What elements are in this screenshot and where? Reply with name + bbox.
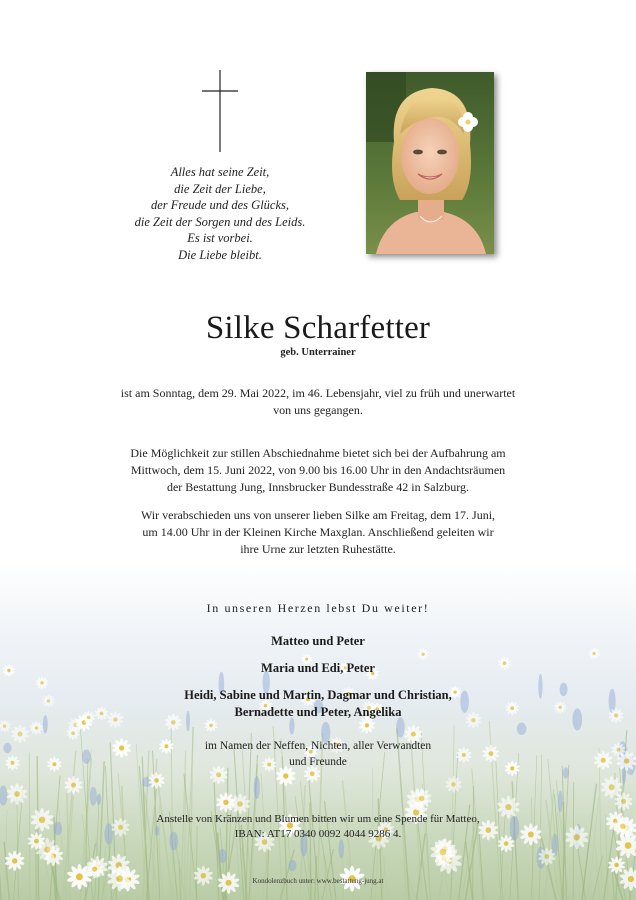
memorial-quote	[110, 164, 330, 263]
quote-line: Es ist vorbei.	[187, 231, 253, 245]
daisy-flower	[417, 648, 429, 660]
donation-line: Anstelle von Kränzen und Blumen bitten wir um eine Spende für Matteo,	[156, 813, 480, 825]
blue-wildflower	[254, 776, 260, 799]
relatives-line: und Freunde	[289, 756, 347, 768]
farewell-info	[100, 507, 536, 558]
daisy-flower	[0, 720, 11, 733]
grass-blade	[595, 847, 599, 900]
relatives-note	[0, 738, 636, 770]
farewell-line: ihre Urne zur letzten Ruhestätte.	[240, 542, 396, 556]
announcement-line: von uns gegangen.	[273, 403, 363, 417]
viewing-line: Die Möglichkeit zur stillen Abschiednahme bietet sich bei der Aufbahrung am	[130, 446, 506, 460]
portrait-illustration	[366, 72, 494, 254]
farewell-line: Wir verabschieden uns von unserer lieben Silke am Freitag, dem 17. Juni,	[140, 508, 496, 522]
blue-wildflower	[90, 787, 97, 806]
family-line: Heidi, Sabine und Martin, Dagmar und Christian,	[184, 688, 452, 702]
grass-blade	[242, 847, 243, 900]
quote-line: die Zeit der Liebe,	[174, 181, 266, 196]
viewing-info	[100, 445, 536, 496]
blue-wildflower	[288, 860, 296, 871]
blue-wildflower	[0, 785, 8, 805]
portrait-photo	[366, 72, 494, 254]
viewing-line: der Bestattung Jung, Innsbrucker Bundesstraße 42 in Salzburg.	[166, 480, 470, 494]
quote-line: Die Liebe bleibt.	[178, 247, 262, 262]
daisy-flower	[64, 776, 83, 795]
daisy-flower	[4, 851, 25, 871]
viewing-line: Mittwoch, dem 15. Juni 2022, von 9.00 bis 16.00 Uhr in den Andachtsräumen	[130, 463, 506, 477]
quote-line: der Freude und des Glücks,	[150, 198, 290, 212]
quote-line: die Zeit der Sorgen und des Leids.	[134, 214, 306, 229]
family-line: Bernadette und Peter, Angelika	[234, 705, 402, 719]
farewell-line: um 14.00 Uhr in der Kleinen Kirche Maxglan. Anschließend geleiten wir	[142, 525, 494, 539]
blue-wildflower	[558, 791, 563, 813]
death-announcement	[100, 385, 536, 419]
condolence-book-link[interactable]: Kondolenzbuch unter: www.bestattung-jung.at	[252, 877, 384, 885]
announcement-line: ist am Sonntag, dem 29. Mai 2022, im 46. Lebensjahr, viel zu früh und unerwartet	[120, 386, 516, 400]
daisy-flower	[6, 783, 28, 805]
donation-request	[0, 812, 636, 842]
blue-wildflower	[97, 794, 102, 805]
donation-line: IBAN: AT17 0340 0092 4044 9286 4.	[234, 828, 402, 840]
relatives-line: im Namen der Neffen, Nichten, aller Verwandten	[204, 740, 432, 752]
family-line: Matteo und Peter	[271, 634, 365, 648]
deceased-name: Silke Scharfetter	[205, 310, 431, 346]
mourners-heading: In unseren Herzen lebst Du weiter!	[206, 601, 430, 615]
quote-line: Alles hat seine Zeit,	[170, 165, 270, 179]
blue-wildflower	[517, 723, 527, 735]
daisy-flower	[445, 776, 462, 793]
family-line: Maria und Edi, Peter	[261, 661, 375, 675]
family-group	[0, 687, 636, 721]
daisy-flower	[30, 721, 44, 735]
grass-blade	[582, 844, 588, 900]
maiden-name: geb. Unterrainer	[280, 347, 356, 358]
blue-wildflower	[218, 849, 226, 863]
cross-icon	[202, 70, 238, 152]
